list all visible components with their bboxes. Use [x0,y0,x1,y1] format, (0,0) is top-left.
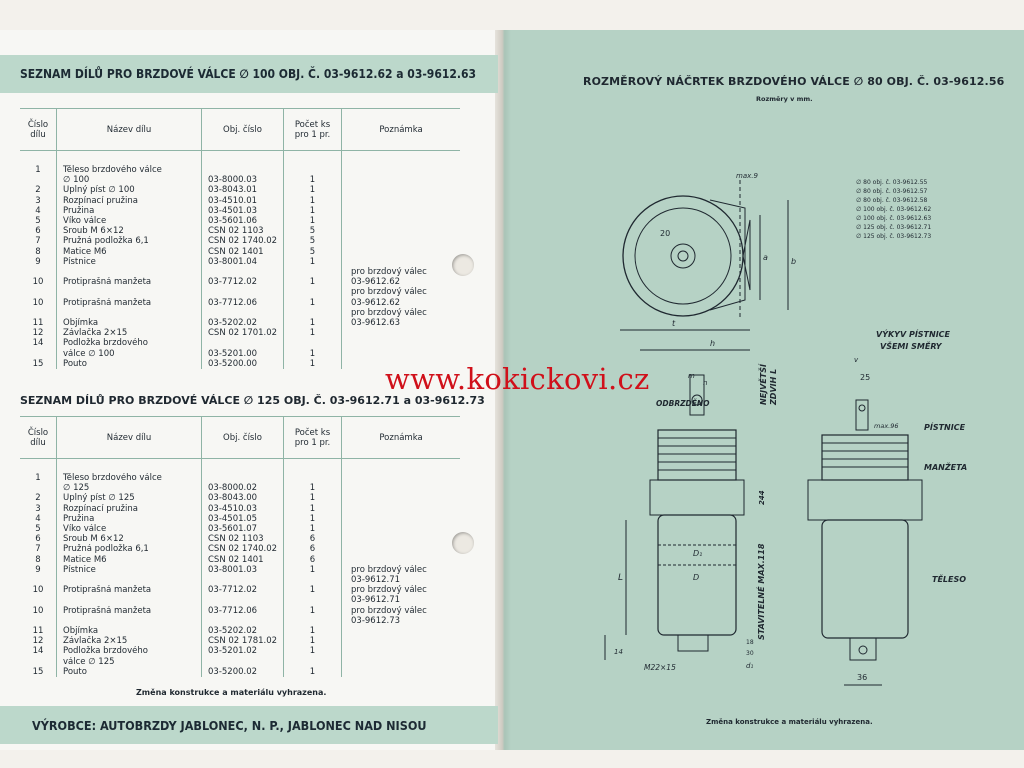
table-cell: Úplný píst ∅ 125 [63,493,135,504]
table-cell: 03-9612.62 [351,277,401,288]
footnote-left: Změna konstrukce a materiálu vyhrazena. [136,688,327,697]
table-cell: 03-5202.02 [208,626,258,637]
table-cell: 7 [35,544,41,555]
table-cell: 5 [309,246,316,257]
table-cell [342,636,460,646]
dim-30: 30 [746,650,754,657]
table-cell: 1 [309,605,316,616]
table-cell: 9 [35,256,41,267]
table-cell: 03-4501.05 [208,513,258,524]
table-cell: ČSN 02 1740.02 [208,544,278,555]
table-cell: 6 [309,544,316,555]
table-cell: 1 [309,646,316,657]
table-cell: 03-5601.07 [208,524,258,535]
dim-v: v [854,356,859,364]
table-cell [202,165,283,175]
table-cell: 4 [35,205,41,216]
table-cell: 03-8043.00 [208,493,258,504]
table-cell: 03-8000.03 [208,175,258,186]
table-cell: Pružina [63,513,95,524]
table-cell: válce ∅ 100 [63,348,115,359]
table-cell: Matice M6 [63,246,107,257]
variant-item: ∅ 100 obj. č. 03-9612.62 [856,206,932,213]
dim-m22: M22×15 [644,663,676,672]
column-nazev [57,151,202,369]
table-cell: Podložka brzdového [63,338,148,349]
side-view-left [605,372,754,672]
column-poznamka [342,151,460,369]
dim-max96: max.96 [874,422,899,430]
table-cell [202,595,283,605]
table-cell: 10 [32,297,44,308]
table-cell: 1 [309,348,316,359]
table-cell: Pístnice [63,256,96,267]
table-cell: pro brzdový válec [351,267,427,278]
table-cell: 03-8043.01 [208,185,258,196]
table-cell: 11 [32,318,44,329]
label-stavitelne: STAVITELNÉ MAX.118 [757,543,766,640]
label-odbrzdeno: ODBRZDĚNO [656,399,710,408]
table-cell [202,616,283,626]
table-cell: 5 [35,524,41,535]
table-cell: Závlačka 2×15 [63,636,128,647]
table-cell: válce ∅ 125 [63,656,115,667]
col-header-poznamka: Poznámka [379,124,423,135]
table-cell: Víko válce [63,216,107,227]
top-view-drawing [620,172,796,350]
table-cell [342,328,460,338]
table-cell: 2 [35,493,41,504]
table-cell [284,338,341,348]
table-cell [342,534,460,544]
table-cell: 1 [309,524,316,535]
table-cell: 03-8001.03 [208,564,258,575]
table-cell: pro brzdový válec [351,307,427,318]
table-header [20,417,460,459]
col-header-nazev: Název dílu [57,417,202,458]
table-cell [342,226,460,236]
table-cell: 12 [32,636,44,647]
table-cell: 1 [309,185,316,196]
table-cell [342,626,460,636]
footer-band [0,706,498,744]
table-cell: Pouto [63,358,87,369]
table-cell [20,287,56,297]
table-cell: 03-9612.71 [351,575,401,586]
table-cell: pro brzdový válec [351,585,427,596]
table-cell [57,267,201,277]
table-cell [202,473,283,483]
table-cell: 1 [309,666,316,677]
table-cell [20,483,56,493]
label-manzeta: MANŽETA [924,463,968,472]
table-cell: Pružná podložka 6,1 [63,236,149,247]
column-cislo [20,459,57,677]
table-cell: Pouto [63,666,87,677]
table-cell: ČSN 02 1103 [208,534,264,545]
table-cell [342,247,460,257]
dim-36: 36 [857,673,868,682]
parts-table-125 [20,416,460,677]
table-cell: 1 [309,585,316,596]
table-cell: ČSN 02 1740.02 [208,236,278,247]
dim-b: b [791,257,797,266]
table-cell: Protiprašná manžeta [63,297,152,308]
table-cell [57,287,201,297]
table-cell [20,616,56,626]
column-obj [202,151,284,369]
binder-hole [452,532,474,554]
dim-h: h [710,339,716,348]
table-cell: Matice M6 [63,554,107,565]
table-cell [20,349,56,359]
table-cell [20,595,56,605]
table-cell: 1 [309,216,316,227]
dim-D: D [693,573,700,582]
col-header-cislo: Číslo dílu [20,417,57,458]
table-cell [342,216,460,226]
table-cell [342,349,460,359]
col-header-pocet: Počet ks pro 1 pr. [284,417,342,458]
table-cell: 03-8000.02 [208,483,258,494]
table-cell [342,483,460,493]
table-cell [342,544,460,554]
table-cell: 1 [35,165,41,175]
table-cell: 1 [309,493,316,504]
table-cell [284,287,341,297]
table-cell [342,555,460,565]
dim-244: 244 [758,490,766,505]
table-cell: 3 [35,503,41,514]
label-vykyv: VÝKYV PÍSTNICE [876,330,951,339]
variant-item: ∅ 80 obj. č. 03-9612.57 [856,188,928,195]
table-cell: 03-4501.03 [208,205,258,216]
table-cell: 03-5201.02 [208,646,258,657]
table-cell: 03-9612.73 [351,615,401,626]
column-cislo [20,151,57,369]
table-cell [342,657,460,667]
table-cell: 03-5200.00 [208,358,258,369]
col-header-pocet: Počet ks pro 1 pr. [284,109,342,150]
table-cell: Šroub M 6×12 [63,226,124,237]
binder-hole [452,254,474,276]
table-cell: 03-4510.01 [208,195,258,206]
table-cell: 03-7712.06 [208,605,258,616]
table-cell: ∅ 125 [63,483,90,494]
table-cell: 1 [309,175,316,186]
variant-item: ∅ 100 obj. č. 03-9612.63 [856,215,932,222]
table-cell: Podložka brzdového [63,646,148,657]
footnote-right: Změna konstrukce a materiálu vyhrazena. [706,718,873,726]
dim-n: n [703,379,708,387]
table-cell: 5 [35,216,41,227]
table-cell: 1 [309,297,316,308]
table-cell: 1 [309,358,316,369]
table-cell [342,667,460,677]
table-cell: 8 [35,554,41,565]
table-cell: 03-5200.02 [208,666,258,677]
table-cell: Těleso brzdového válce [63,473,162,483]
label-nejvetsi: NEJVĚTŠÍ [759,364,768,405]
table-cell: Objímka [63,318,99,329]
table-header [20,109,460,151]
variant-item: ∅ 80 obj. č. 03-9612.55 [856,179,928,186]
table-cell: Pístnice [63,564,96,575]
table-cell: Těleso brzdového válce [63,165,162,175]
variant-item: ∅ 80 obj. č. 03-9612.58 [856,197,928,204]
table-cell [20,575,56,585]
table-cell [284,616,341,626]
table-cell: 12 [32,328,44,339]
table-cell: Víko válce [63,524,107,535]
table-cell: 10 [32,585,44,596]
table-cell: 03-9612.62 [351,297,401,308]
section-title-125: SEZNAM DÍLŮ PRO BRZDOVÉ VÁLCE ∅ 125 OBJ. Č. 03-9612.71 a 03-9612.73 [20,394,485,407]
table-cell: 6 [309,534,316,545]
table-cell [20,657,56,667]
table-cell: 03-5601.06 [208,216,258,227]
table-cell [57,575,201,585]
table-cell [284,473,341,483]
table-cell [342,196,460,206]
table-cell: 10 [32,605,44,616]
table-cell [342,473,460,483]
table-cell [202,287,283,297]
table-cell: 8 [35,246,41,257]
table-cell [342,514,460,524]
table-cell [342,165,460,175]
col-header-obj: Obj. číslo [202,417,284,458]
table-cell: 15 [32,358,44,369]
table-cell: Protiprašná manžeta [63,605,152,616]
label-teleso: TĚLESO [932,575,967,584]
table-cell: 7 [35,236,41,247]
dim-14: 14 [614,648,623,656]
table-cell [20,267,56,277]
dim-L: L [618,573,624,583]
table-cell [284,165,341,175]
side-view-right [808,328,967,685]
table-cell: 1 [309,483,316,494]
table-cell [57,616,201,626]
table-cell [202,267,283,277]
table-cell: ∅ 100 [63,175,90,186]
parts-table-100 [20,108,460,369]
table-cell: Závlačka 2×15 [63,328,128,339]
table-cell: 1 [309,205,316,216]
dim-t: t [672,319,676,328]
column-poznamka [342,459,460,677]
table-cell [284,575,341,585]
dim-max9: max.9 [736,172,758,180]
table-cell [342,493,460,503]
table-cell: 1 [309,277,316,288]
table-cell [342,338,460,348]
table-cell: 15 [32,666,44,677]
table-cell: 1 [309,636,316,647]
table-cell [20,175,56,185]
table-body [20,459,460,677]
table-cell: pro brzdový válec [351,287,427,298]
col-header-nazev: Název dílu [57,109,202,150]
table-cell: 11 [32,626,44,637]
table-cell: 5 [309,226,316,237]
table-cell: 03-7712.02 [208,585,258,596]
table-cell: ČSN 02 1401 [208,246,264,257]
table-cell: 1 [309,564,316,575]
table-cell [202,575,283,585]
column-obj [202,459,284,677]
table-cell [284,308,341,318]
col-header-cislo: Číslo dílu [20,109,57,150]
table-cell: pro brzdový válec [351,564,427,575]
table-cell: 6 [35,226,41,237]
drawing-title: ROZMĚROVÝ NÁČRTEK BRZDOVÉHO VÁLCE ∅ 80 OBJ. Č. 03-9612.56 [583,75,1005,88]
table-cell [202,338,283,348]
table-cell: 1 [309,626,316,637]
table-cell: 4 [35,513,41,524]
table-cell: 1 [309,256,316,267]
table-cell: 1 [309,503,316,514]
column-nazev [57,459,202,677]
table-cell: 2 [35,185,41,196]
table-cell [284,595,341,605]
table-cell: ČSN 02 1401 [208,554,264,565]
column-pocet [284,459,342,677]
table-cell [342,257,460,267]
table-cell: 14 [32,338,44,349]
table-cell [342,236,460,246]
dim-dsub: d₁ [746,662,754,670]
col-header-poznamka: Poznámka [379,432,423,443]
label-vsemi: VŠEMI SMĚRY [880,342,942,351]
table-cell [342,185,460,195]
table-cell: Objímka [63,626,99,637]
dim-20: 20 [660,229,671,238]
table-cell: 03-9612.71 [351,595,401,606]
table-cell: ČSN 02 1781.02 [208,636,278,647]
table-cell: 1 [309,513,316,524]
table-cell: 1 [309,328,316,339]
watermark-text: www.kokickovi.cz [385,362,650,396]
table-cell [342,504,460,514]
dimension-drawing [560,160,1000,730]
table-cell: Protiprašná manžeta [63,277,152,288]
table-cell: 14 [32,646,44,657]
table-cell: ČSN 02 1701.02 [208,328,278,339]
col-header-obj: Obj. číslo [202,109,284,150]
table-cell: 03-5201.00 [208,348,258,359]
table-cell [57,308,201,318]
table-cell: Protiprašná manžeta [63,585,152,596]
table-cell [202,308,283,318]
table-cell: Pružná podložka 6,1 [63,544,149,555]
table-cell [57,595,201,605]
dim-18: 18 [746,639,754,646]
table-cell: 03-9612.63 [351,318,401,329]
drawing-subtitle: Rozměry v mm. [756,95,813,103]
header-band-text: SEZNAM DÍLŮ PRO BRZDOVÉ VÁLCE ∅ 100 OBJ. Č. 03-9612.62 a 03-9612.63 [20,67,476,81]
label-pistnice: PÍSTNICE [924,423,966,432]
table-cell [20,308,56,318]
table-cell [202,657,283,667]
header-band [0,55,498,93]
table-cell: 6 [309,554,316,565]
table-cell: 03-8001.04 [208,256,258,267]
table-body [20,151,460,369]
table-cell: 03-4510.03 [208,503,258,514]
table-cell [342,646,460,656]
table-cell: 6 [35,534,41,545]
variant-item: ∅ 125 obj. č. 03-9612.71 [856,224,932,231]
table-cell: ČSN 02 1103 [208,226,264,237]
table-cell [284,267,341,277]
dim-a: a [763,253,768,262]
table-cell: pro brzdový válec [351,605,427,616]
dim-25: 25 [860,373,871,382]
table-cell: Šroub M 6×12 [63,534,124,545]
table-cell [342,175,460,185]
table-cell: 03-7712.02 [208,277,258,288]
variant-item: ∅ 125 obj. č. 03-9612.73 [856,233,932,240]
table-cell: 03-7712.06 [208,297,258,308]
dim-d1: D₁ [693,549,703,558]
table-cell: 3 [35,195,41,206]
table-cell: Rozpínací pružina [63,503,138,514]
table-cell: 10 [32,277,44,288]
column-pocet [284,151,342,369]
table-cell: 1 [309,195,316,206]
table-cell [284,657,341,667]
table-cell: 1 [309,318,316,329]
table-cell [342,524,460,534]
label-zdvih: ZDVIH L [769,368,778,405]
table-cell: Rozpínací pružina [63,195,138,206]
footer-band-text: VÝROBCE: AUTOBRZDY JABLONEC, N. P., JABLONEC NAD NISOU [32,717,427,733]
variants-list [856,179,931,240]
table-cell: Úplný píst ∅ 100 [63,185,135,196]
table-cell: 03-5202.02 [208,318,258,329]
table-cell: 9 [35,564,41,575]
table-cell: 5 [309,236,316,247]
table-cell: Pružina [63,205,95,216]
dim-m: m [688,372,695,380]
table-cell: 1 [35,473,41,483]
table-cell [342,206,460,216]
